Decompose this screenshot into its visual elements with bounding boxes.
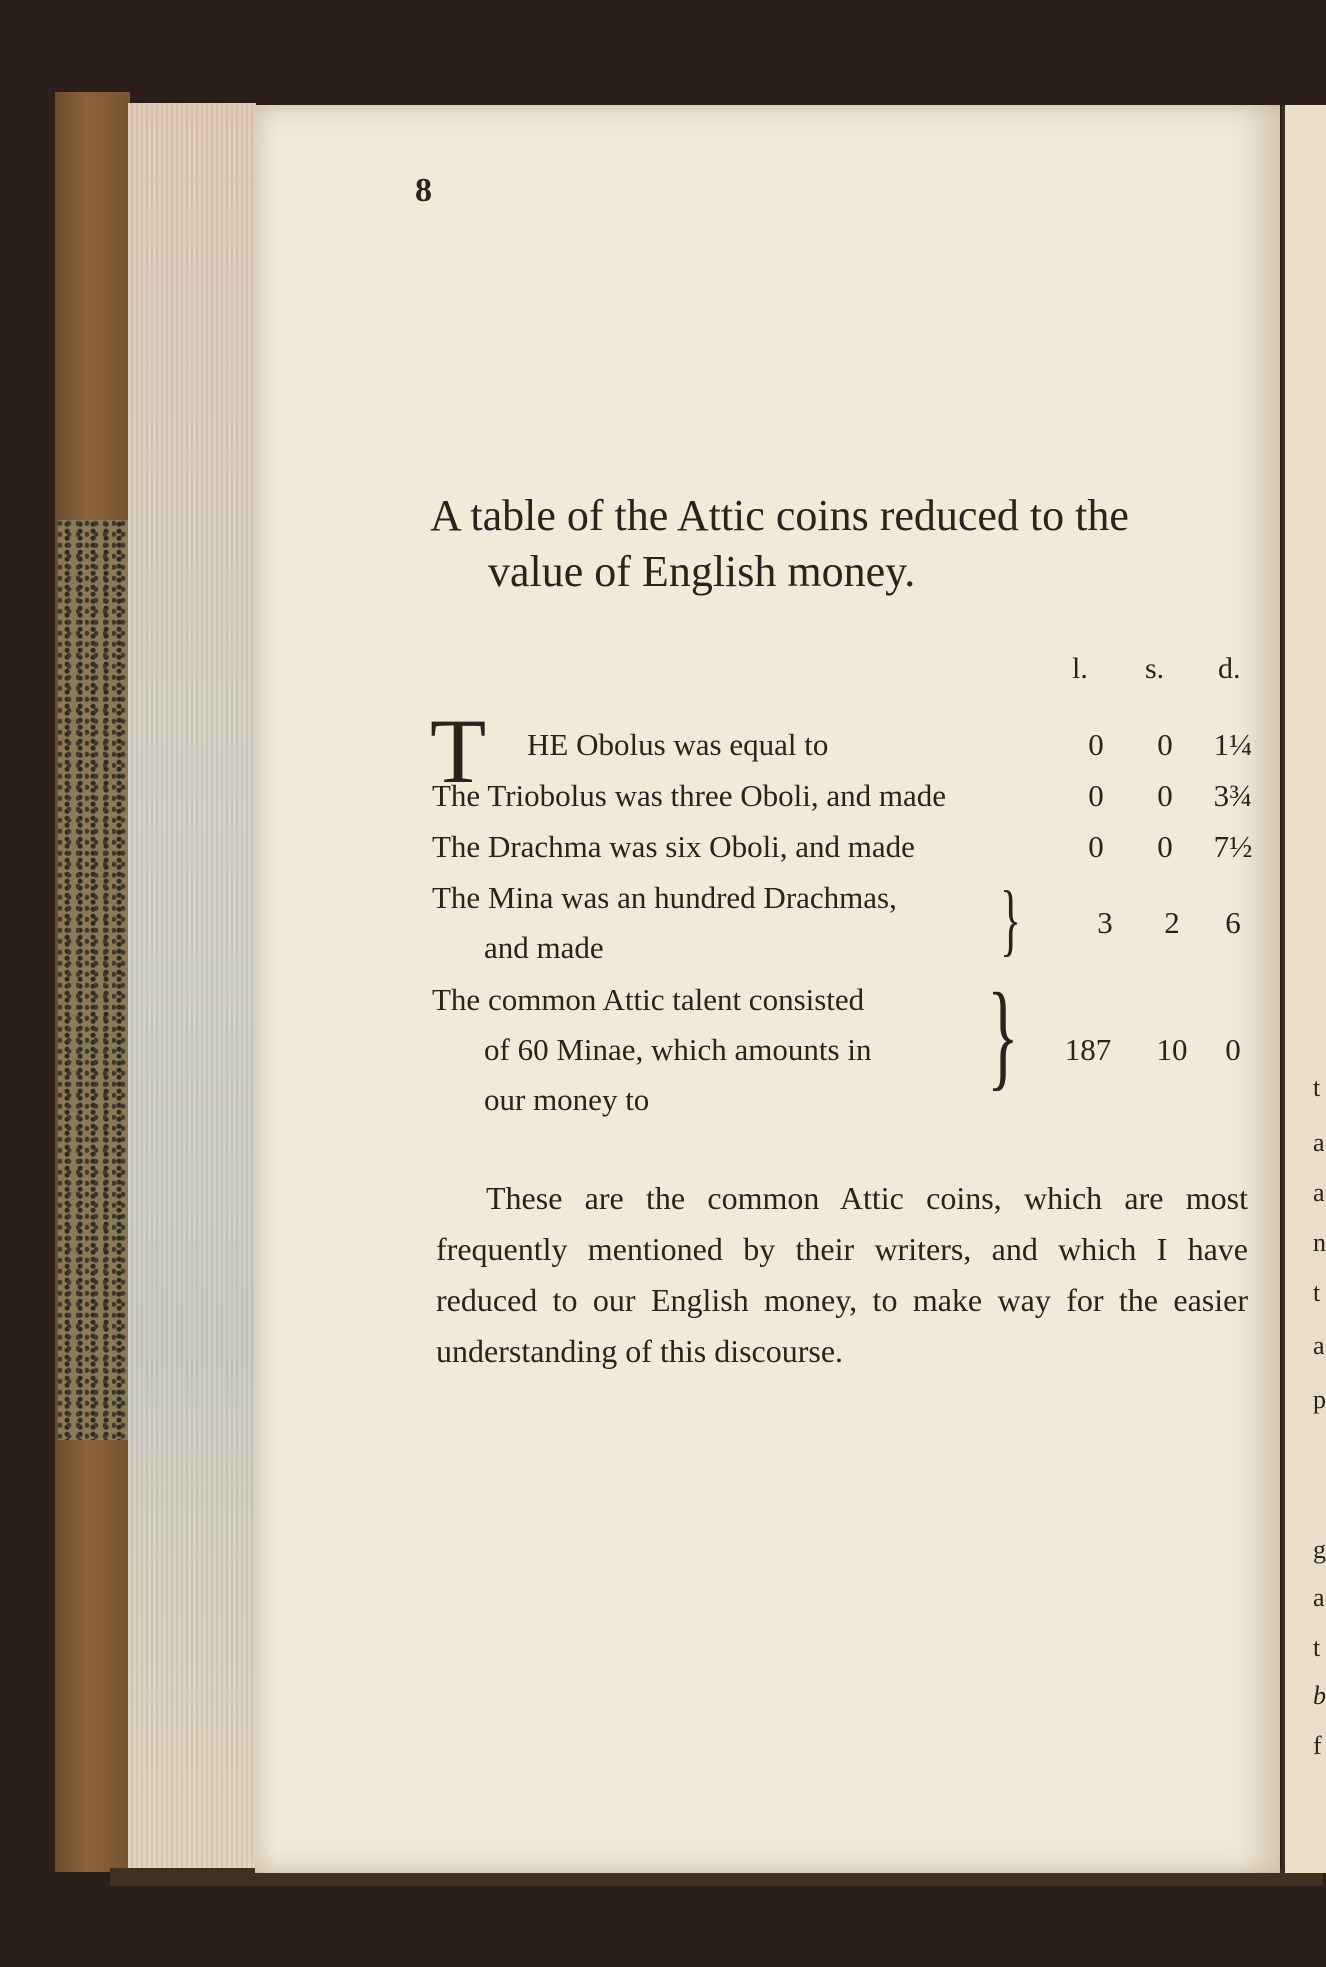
table-cell-pounds: 3	[1097, 905, 1113, 940]
drop-cap: T	[430, 700, 487, 802]
edge-letter: g	[1313, 1535, 1326, 1564]
edge-letter: a	[1313, 1583, 1325, 1612]
column-header-shillings: s.	[1145, 652, 1165, 685]
table-title-line: value of English money.	[488, 547, 916, 596]
table-row-label: The Triobolus was three Oboli, and made	[432, 778, 947, 813]
paragraph-text: These are the common Attic coins, which are most frequently mentioned by their writers, and which I have reduced to our English money, to make way for the easier understanding of this discourse.	[436, 1180, 1248, 1369]
table-title-line: A table of the Attic coins reduced to the	[430, 491, 1129, 540]
table-cell-pence: 0	[1225, 1032, 1241, 1067]
table-row-label: The Mina was an hundred Drachmas,	[432, 880, 897, 915]
brace-symbol: }	[987, 968, 1019, 1101]
edge-letter: t	[1313, 1073, 1321, 1102]
table-cell-shillings: 0	[1157, 778, 1173, 813]
table-cell-pence: 1¼	[1213, 727, 1253, 762]
table-cell-shillings: 0	[1157, 829, 1173, 864]
next-page-edge	[1282, 105, 1326, 1873]
table-row-label: our money to	[484, 1082, 650, 1117]
table-cell-shillings: 10	[1156, 1032, 1188, 1067]
edge-letter: n	[1313, 1228, 1326, 1257]
page-edges-tint	[128, 103, 256, 1873]
table-cell-pounds: 187	[1064, 1032, 1112, 1067]
table-title	[430, 488, 1250, 600]
brace-symbol: }	[1000, 876, 1022, 964]
edge-letter: a	[1313, 1128, 1325, 1157]
table-cell-shillings: 0	[1157, 727, 1173, 762]
edge-letter: a	[1313, 1331, 1325, 1360]
table-row-label: HE Obolus was equal to	[527, 727, 829, 762]
marbled-cover	[58, 520, 128, 1440]
table-cell-pounds: 0	[1088, 778, 1104, 813]
edge-letter: f	[1313, 1731, 1322, 1760]
column-header-pence: d.	[1218, 652, 1241, 685]
table-row-label: The common Attic talent consisted	[432, 982, 865, 1017]
table-row-label: of 60 Minae, which amounts in	[484, 1032, 872, 1067]
column-header-pounds: l.	[1072, 652, 1088, 685]
table-cell-pence: 3¾	[1213, 778, 1253, 813]
edge-letter: t	[1313, 1633, 1321, 1662]
page-number: 8	[415, 172, 432, 209]
edge-letter: b	[1313, 1681, 1326, 1710]
table-row-label: The Drachma was six Oboli, and made	[432, 829, 915, 864]
edge-letter: p	[1313, 1385, 1326, 1414]
table-cell-pounds: 0	[1088, 829, 1104, 864]
body-paragraph	[436, 1173, 1248, 1377]
edge-letter: a	[1313, 1178, 1325, 1207]
table-cell-pounds: 0	[1088, 727, 1104, 762]
table-cell-pence: 7½	[1213, 829, 1253, 864]
edge-letter: t	[1313, 1278, 1321, 1307]
table-row-label: and made	[484, 930, 604, 965]
table-cell-shillings: 2	[1164, 905, 1180, 940]
table-cell-pence: 6	[1225, 905, 1241, 940]
